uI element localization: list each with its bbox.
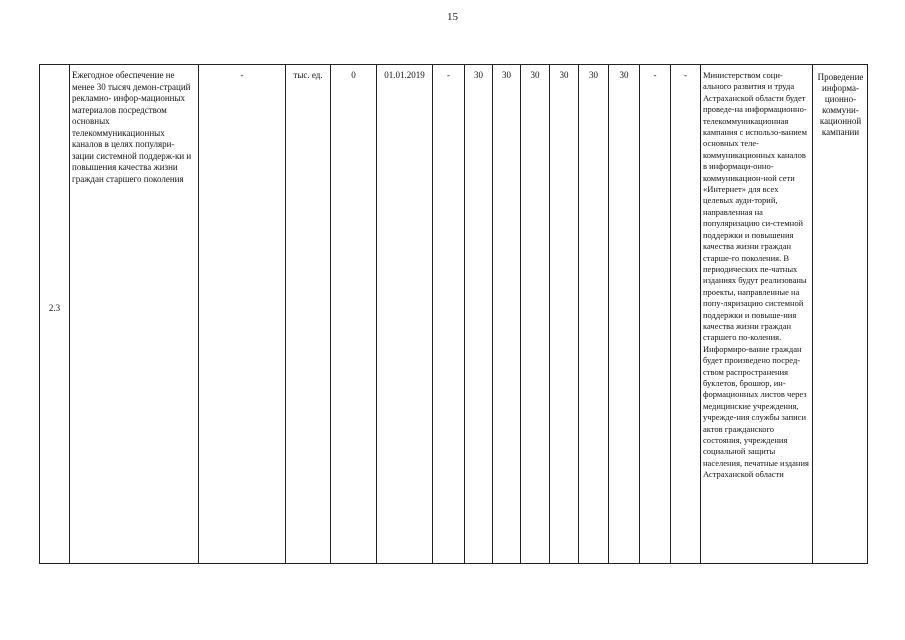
column-divider: [549, 64, 550, 564]
column-divider: [608, 64, 609, 564]
unit-cell: тыс. ед.: [293, 70, 323, 80]
value-cell: 30: [559, 70, 569, 80]
column-divider: [285, 64, 286, 564]
column-divider: [700, 64, 701, 564]
responsible-description: Министерством соци-ального развития и труда Астраханской области будет проведе-на информационно-телекоммуникационная кампания с использо-ванием основных теле-коммуникационных каналов в информаци-онно- коммуникацион-ной сети «Интернет» для всех целевых ауди-торий, направленная на популяризацию си-стемной поддержки и повышения качества жизни граждан старше-го поколения. В периодических пе-чатных изданиях будут реализованы проекты, направленные на попу-ляризацию системной поддержки и повыше-ния качества жизни граждан старшего по-коления. Информиро-вание граждан будет произведено посред-ством распространения буклетов, брошюр, ин-формационных листов через медицинские учреждения, учрежде-ния службы записи актов гражданского состояния, учреждения социальной защиты населения, печатные издания Астраханской области: [703, 70, 809, 480]
column-divider: [330, 64, 331, 564]
row-description: Ежегодное обеспечение не менее 30 тысяч демон-страций рекламно- инфор-мационных материалов посредством основных телекоммуникационных каналов в целях популяри-зации системной поддерж-ки и повышения качества жизни граждан старшего поколения: [72, 70, 192, 184]
base-value-cell: 0: [351, 70, 356, 80]
column-divider: [198, 64, 199, 564]
dash-cell: -: [653, 70, 657, 80]
dash-cell: -: [447, 70, 450, 80]
base-date-cell: 01.01.2019: [384, 70, 425, 80]
value-cell: 30: [619, 70, 629, 80]
dash-cell: -: [684, 70, 687, 80]
column-divider: [464, 64, 465, 564]
column-divider: [578, 64, 579, 564]
column-divider: [639, 64, 640, 564]
page-number: 15: [447, 11, 458, 23]
column-divider: [432, 64, 433, 564]
column-divider: [376, 64, 377, 564]
column-divider: [812, 64, 813, 564]
column-divider: [69, 64, 70, 564]
column-divider: [670, 64, 671, 564]
value-cell: 30: [530, 70, 540, 80]
value-cell: 30: [589, 70, 598, 80]
value-cell: 30: [502, 70, 511, 80]
result-cell: Проведение информа-ционно-коммуни-кационной кампании: [817, 72, 864, 137]
column-divider: [520, 64, 521, 564]
value-cell: 30: [474, 70, 483, 80]
row-number: 2.3: [48, 303, 61, 313]
column-divider: [492, 64, 493, 564]
dash-cell: -: [240, 70, 244, 80]
